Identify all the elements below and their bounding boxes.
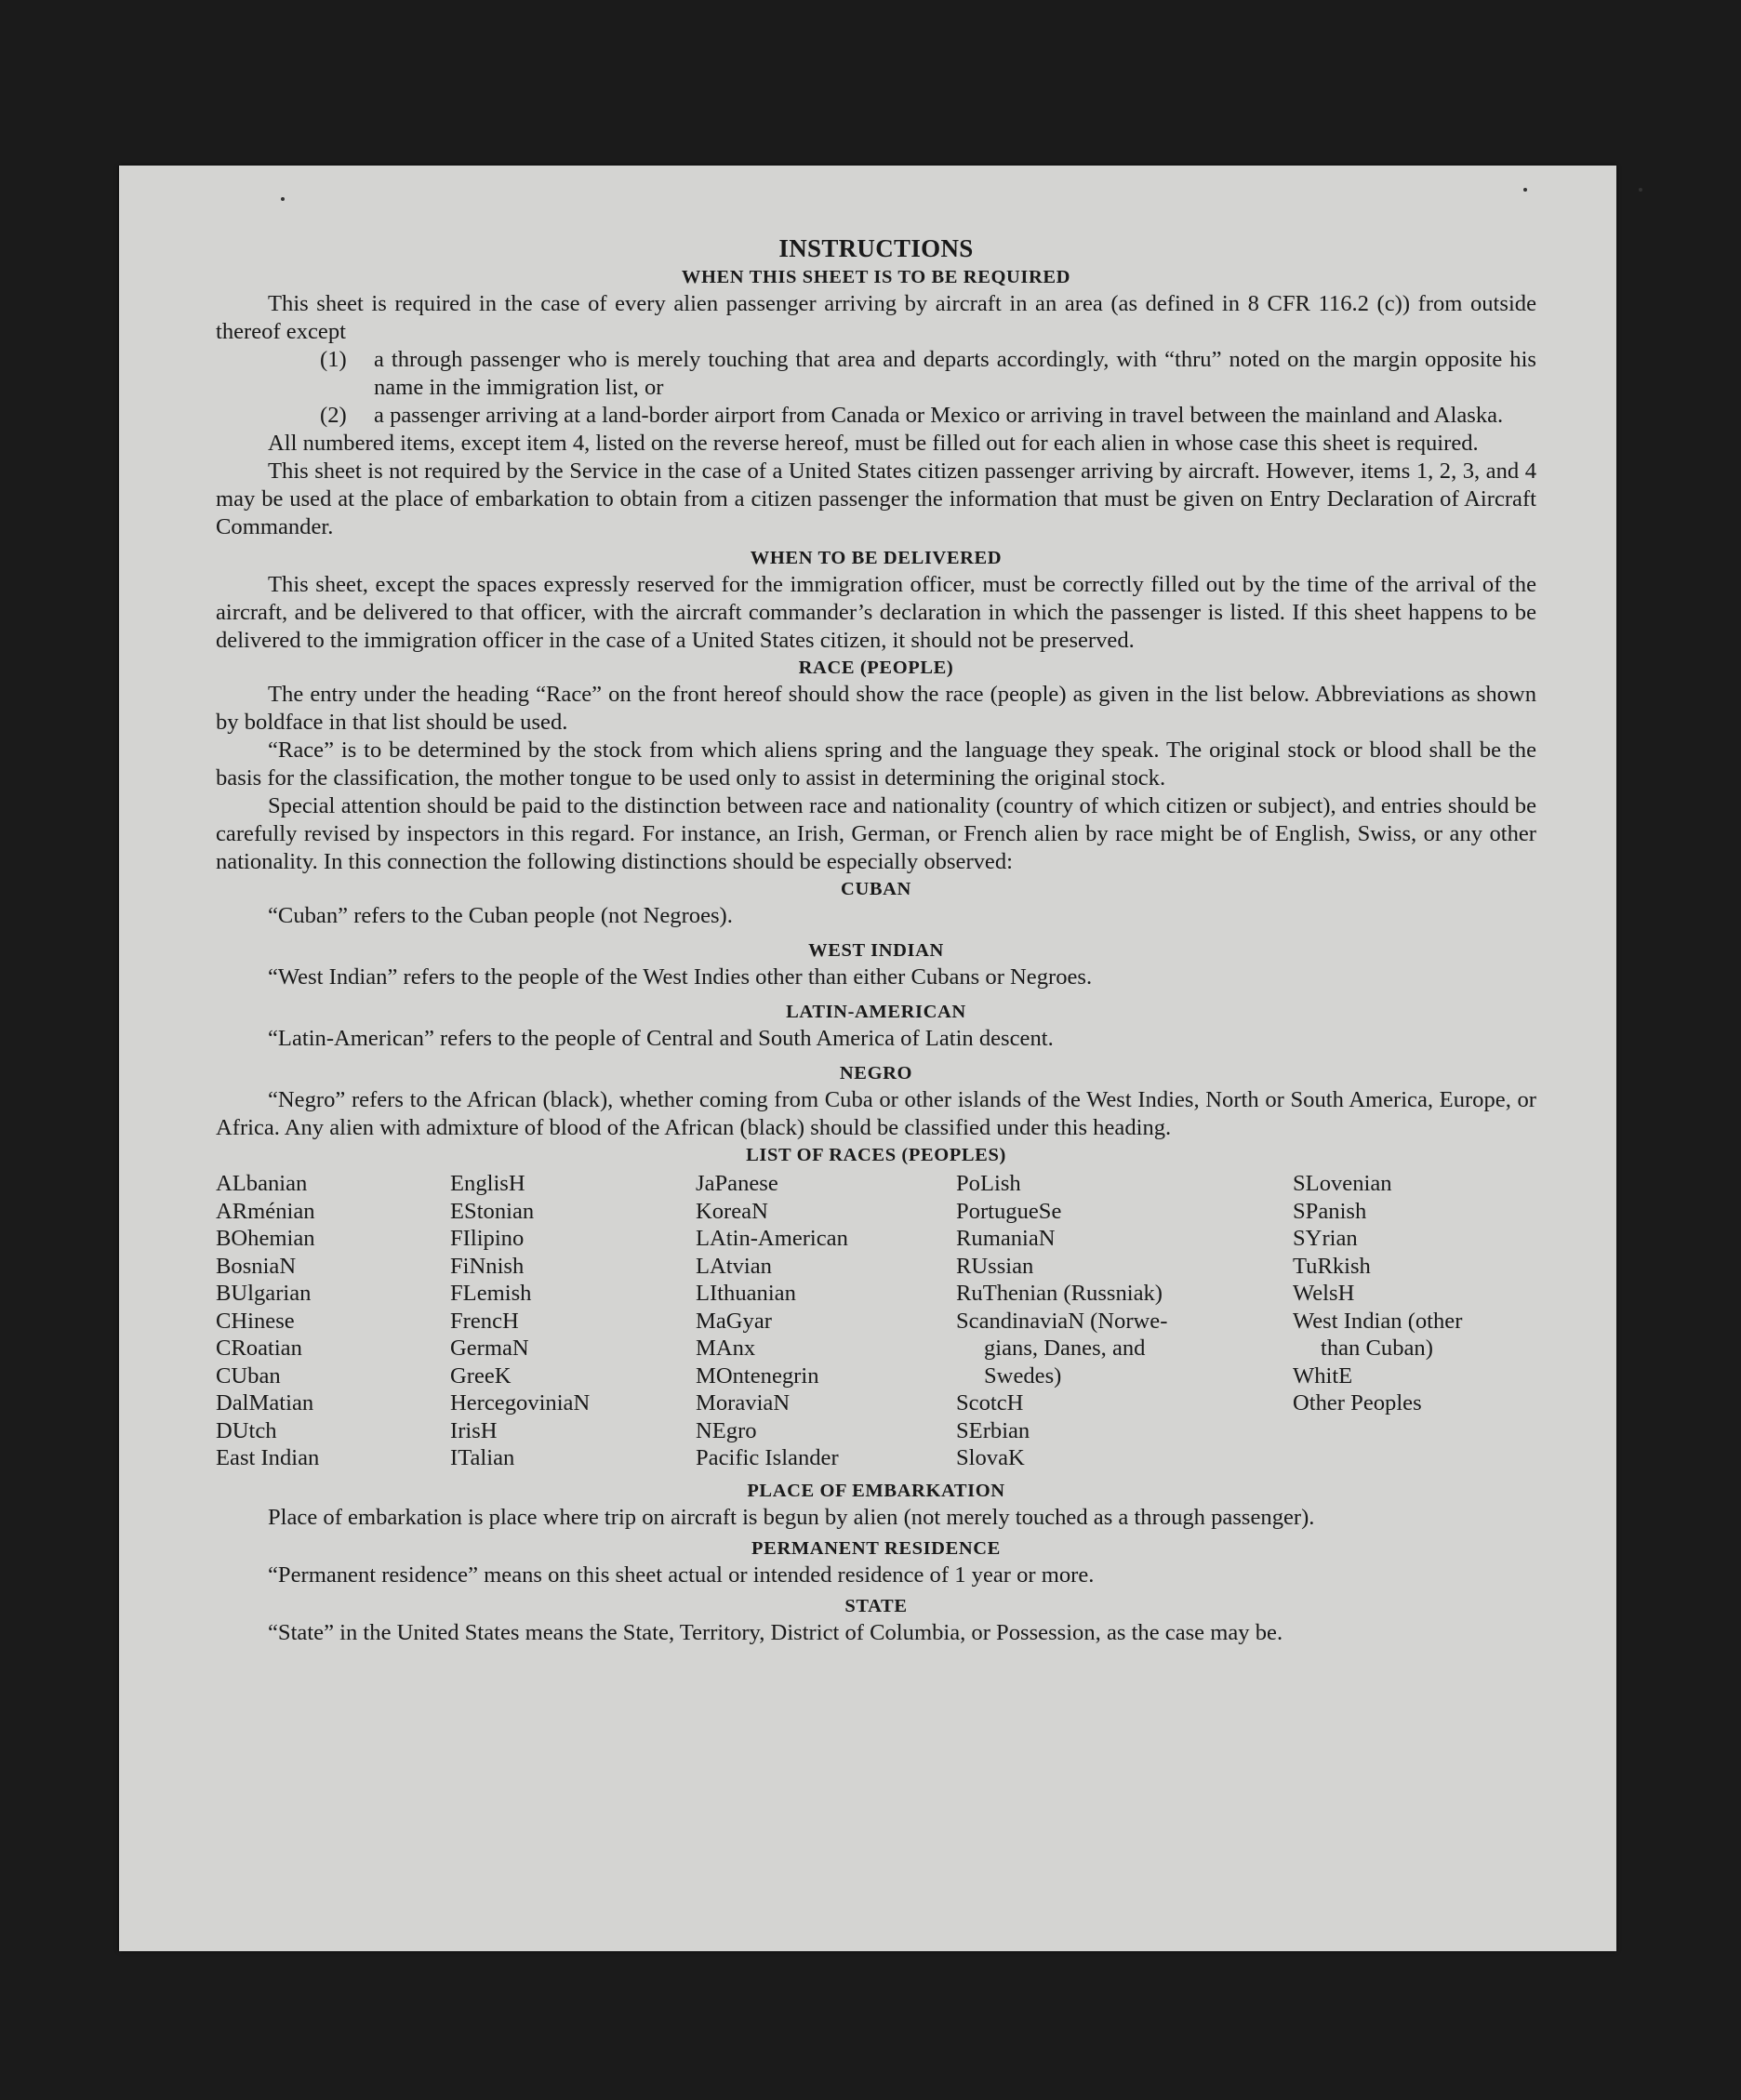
paragraph: “Permanent residence” means on this sheet actual or intended residence of 1 year or more. (268, 1562, 1095, 1588)
race-entry: SlovaK (956, 1445, 1025, 1470)
race-entry: GreeK (450, 1362, 512, 1389)
item-text: a through passenger who is merely touching that area and departs accordingly, with “thru” noted on the margin opposite his name in the immigration list, or (374, 347, 1536, 400)
heading-when-required: WHEN THIS SHEET IS TO BE REQUIRED (681, 267, 1071, 287)
paragraph: This sheet, except the spaces expressly reserved for the immigration officer, must be correctly filled out by the time of the arrival of the aircraft, and be delivered to that officer, with the aircraft commander’s declaration in which the passenger is listed. If this sheet happens to be delivered to the immigration officer in the case of a United States citizen, it should not be preserved. (216, 572, 1536, 653)
race-entry: MaGyar (696, 1308, 772, 1334)
race-entry: RUssian (956, 1253, 1034, 1279)
paragraph: All numbered items, except item 4, listed on the reverse hereof, must be filled out for each alien in whose case this sheet is required. (268, 431, 1479, 456)
race-entry: Pacific Islander (696, 1445, 839, 1470)
instructions-content (216, 233, 1536, 1647)
races-table (216, 1170, 1536, 1472)
race-entry: SYrian (1293, 1226, 1358, 1251)
race-entry: than Cuban) (1321, 1336, 1433, 1361)
race-entry: FrencH (450, 1308, 519, 1334)
paper-speck (281, 197, 285, 201)
race-entry: BosniaN (216, 1253, 297, 1279)
race-entry: MOntenegrin (696, 1362, 819, 1389)
item-number: (2) (320, 403, 347, 428)
paragraph: “Race” is to be determined by the stock from which aliens spring and the language they speak. The original stock or blood shall be the basis for the classification, the mother tongue to be used only to assist in determining the original stock. (216, 738, 1536, 791)
race-entry: Swedes) (984, 1362, 1062, 1389)
paragraph: This sheet is not required by the Service in the case of a United States citizen passenger arriving by aircraft. However, items 1, 2, 3, and 4 may be used at the place of embarkation to obtain from a citizen passenger the information that must be given on Entry Declaration of Aircraft Commander. (216, 459, 1536, 539)
race-entry: FIlipino (450, 1226, 525, 1251)
race-entry: East Indian (216, 1445, 320, 1470)
race-entry: GermaN (450, 1336, 529, 1361)
race-entry: HercegoviniaN (450, 1390, 591, 1416)
race-entry: RuThenian (Russniak) (956, 1281, 1163, 1306)
paragraph: Special attention should be paid to the distinction between race and nationality (country of which citizen or subject), and entries should be carefully revised by inspectors in this regard. For instance, an Irish, German, or French alien by race might be of English, Swiss, or any other nationality. In this connection the following distinctions should be especially observed: (216, 793, 1536, 874)
races-column (696, 1170, 956, 1472)
race-entry: RumaniaN (956, 1226, 1056, 1251)
heading-list-of-races: LIST OF RACES (PEOPLES) (746, 1145, 1006, 1165)
page-title: INSTRUCTIONS (778, 234, 974, 262)
paragraph: “West Indian” refers to the people of the West Indies other than either Cubans or Negroes. (268, 964, 1093, 990)
races-column (956, 1170, 1293, 1472)
race-entry: CRoatian (216, 1336, 302, 1361)
paragraph: “Latin-American” refers to the people of Central and South America of Latin descent. (268, 1026, 1054, 1051)
race-entry: WhitE (1293, 1362, 1353, 1389)
race-entry: CUban (216, 1362, 281, 1389)
heading-permanent-residence: PERMANENT RESIDENCE (751, 1537, 1001, 1559)
race-entry: LIthuanian (696, 1281, 796, 1306)
paragraph: Place of embarkation is place where trip on aircraft is begun by alien (not merely touched as a through passenger). (268, 1504, 1315, 1530)
race-entry: MAnx (696, 1336, 756, 1361)
race-entry: BUlgarian (216, 1281, 312, 1306)
race-entry: ScotcH (956, 1390, 1024, 1416)
races-column (450, 1170, 696, 1472)
race-entry: SLovenian (1293, 1171, 1392, 1196)
race-entry: Other Peoples (1293, 1390, 1422, 1416)
race-entry: LAtvian (696, 1253, 772, 1279)
race-entry: NEgro (696, 1417, 757, 1443)
race-entry: KoreaN (696, 1198, 768, 1224)
heading-place-of-embarkation: PLACE OF EMBARKATION (747, 1480, 1005, 1501)
list-item (320, 402, 1536, 430)
race-entry: MoraviaN (696, 1390, 791, 1416)
race-entry: gians, Danes, and (984, 1336, 1146, 1361)
race-entry: IrisH (450, 1417, 498, 1443)
race-entry: EnglisH (450, 1171, 525, 1196)
race-entry: LAtin-American (696, 1226, 848, 1251)
paper-speck (1639, 188, 1642, 192)
race-entry: FLemish (450, 1281, 532, 1306)
race-entry: JaPanese (696, 1171, 778, 1196)
heading-negro: NEGRO (839, 1063, 913, 1083)
heading-race: RACE (PEOPLE) (798, 658, 954, 678)
paragraph: This sheet is required in the case of every alien passenger arriving by aircraft in an area (as defined in 8 CFR 116.2 (c)) from outside thereof except (216, 291, 1536, 344)
race-entry: EStonian (450, 1198, 535, 1224)
item-text: a passenger arriving at a land-border airport from Canada or Mexico or arriving in travel between the mainland and Alaska. (374, 403, 1504, 428)
race-entry: TuRkish (1293, 1253, 1371, 1279)
document-sheet (119, 166, 1616, 1951)
race-entry: SPanish (1293, 1198, 1367, 1224)
heading-latin-american: LATIN-AMERICAN (786, 1002, 966, 1022)
race-entry: ITalian (450, 1445, 515, 1470)
race-entry: ARménian (216, 1198, 315, 1224)
race-entry: ALbanian (216, 1171, 308, 1196)
heading-west-indian: WEST INDIAN (808, 940, 944, 961)
race-entry: SErbian (956, 1417, 1030, 1443)
race-entry: PoLish (956, 1171, 1021, 1196)
paragraph: “Negro” refers to the African (black), whether coming from Cuba or other islands of the West Indies, North or South America, Europe, or Africa. Any alien with admixture of blood of the African (black) should be classified under this heading. (216, 1087, 1536, 1140)
paragraph: The entry under the heading “Race” on the front hereof should show the race (people) as given in the list below. Abbreviations as shown by boldface in that list should be used. (216, 682, 1536, 735)
heading-when-delivered: WHEN TO BE DELIVERED (750, 548, 1003, 568)
paragraph: “Cuban” refers to the Cuban people (not Negroes). (268, 903, 733, 928)
race-entry: WelsH (1293, 1281, 1355, 1306)
heading-cuban: CUBAN (841, 879, 911, 899)
paper-speck (1523, 188, 1527, 192)
race-entry: BOhemian (216, 1226, 315, 1251)
races-column (1293, 1170, 1536, 1472)
race-entry: DUtch (216, 1417, 277, 1443)
heading-state: STATE (844, 1595, 908, 1616)
race-entry: DalMatian (216, 1390, 314, 1416)
race-entry: ScandinaviaN (Norwe- (956, 1308, 1168, 1334)
race-entry: CHinese (216, 1308, 295, 1334)
races-column (216, 1170, 450, 1472)
race-entry: FiNnish (450, 1253, 525, 1279)
list-item (320, 346, 1536, 402)
race-entry: West Indian (other (1293, 1308, 1463, 1334)
paragraph: “State” in the United States means the State, Territory, District of Columbia, or Possession, as the case may be. (268, 1619, 1283, 1645)
item-number: (1) (320, 347, 347, 372)
race-entry: PortugueSe (956, 1198, 1062, 1224)
